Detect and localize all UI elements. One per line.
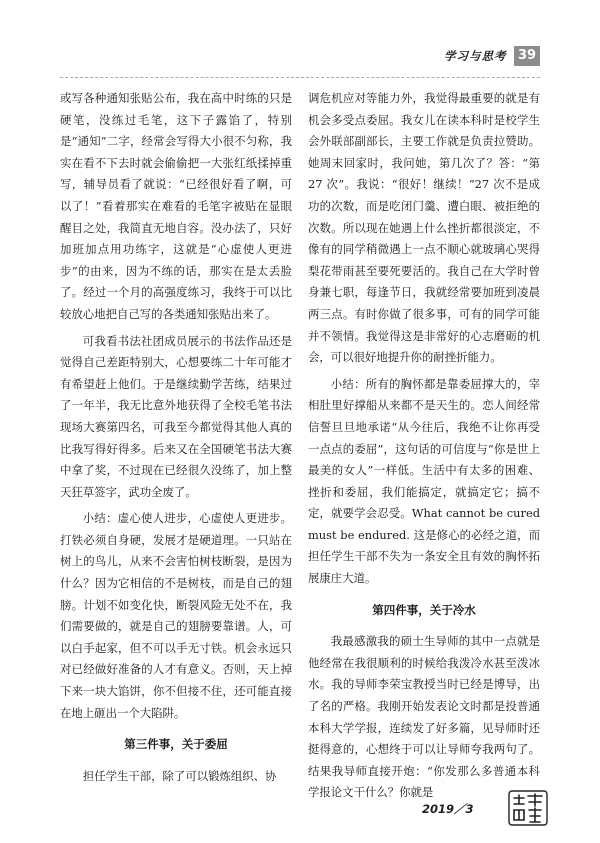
left-column [60,88,292,792]
header-divider [60,77,540,78]
paragraph: 可我看书法社团成员展示的书法作品还是觉得自己差距特别大，心想要练二十年可能才有希望赶上他们。于是继续勤学苦练，结果过了一年半，我无比意外地获得了全校毛笔书法现场大赛第四名，可我至今都觉得其他人真的比我写得好得多。后来又在全国硬笔书法大赛中拿了奖，不过现在已经很久没练了，加上整天狂草签字，武功全废了。 [60,333,292,499]
section-title: 学习与思考 [444,49,507,63]
paragraph: 担任学生干部，除了可以锻炼组织、协 [82,768,277,783]
section-heading: 第三件事，关于委屈 [124,737,228,752]
right-column [308,88,540,809]
paragraph: 我最感激我的硕士生导师的其中一点就是他经常在我很顺利的时候给我泼冷水甚至泼冰水。我的导师李荣宝教授当时已经是博导，出了名的严格。我刚开始发表论文时都是投普通本科大学学报，连续发了好多篇，见导师时还挺得意的，心想终于可以让导师夸我两句了。结果我导师直接开炮：“你发那么多普通本科学报论文干什么？你就是 [308,634,540,800]
magazine-logo [508,790,548,826]
page-number: 39 [514,46,540,66]
paragraph: 或写各种通知张贴公布，我在高中时练的只是硬笔，没练过毛笔，这下子露馅了，特别是“通知”二字，经常会写得大小很不匀称，我实在看不下去时就会偷偷把一大张红纸揉掉重写，辅导员看了就说：“已经很好看了啊，可以了！”看着那实在难看的毛笔字被贴在显眼醒目之处，我简直无地自容。没办法了，只好加班加点用功练字，这就是“心虚使人更进步”的由来，因为不练的话，那实在是太丢脸了。经过一个月的高强度练习，我终于可以比较放心地把自己写的各类通知张贴出来了。 [60,91,292,321]
paragraph: 小结：虚心使人进步，心虚使人更进步。打铁必须自身硬，发展才是硬道理。一只站在树上的鸟儿，从来不会害怕树枝断裂，是因为什么？因为它相信的不是树枝，而是自己的翅膀。计划不如变化快，断裂风险无处不在，我们需要做的，就是自己的翅膀要靠谱。人，可以白手起家，但不可以手无寸铁。机会永远只对已经做好准备的人才有意义。否则，天上掉下来一块大馅饼，你不但接不住，还可能直接在地上砸出一个大陷阱。 [60,511,292,720]
paragraph: 小结：所有的胸怀都是靠委屈撑大的，宰相肚里好撑船从来都不是天生的。恋人间经常信誓旦旦地承诺“从今往后，我绝不让你再受一点点的委屈”，这句话的可信度与“你是世上最美的女人”一样低。生活中有太多的困难、挫折和委屈，我们能搞定，就搞定它；搞不定，就要学会忍受。What cannot be cured must be endured. 这是修心的必经之道，而担任学生干部不失为一条安全且有效的胸怀拓展康庄大道。 [308,376,540,586]
paragraph: 调危机应对等能力外，我觉得最重要的就是有机会多受点委屈。我女儿在读本科时是校学生会外联部副部长，主要工作就是负责拉赞助。她周末回家时，我问她，第几次了？答：“第 27 次”。我说：“很好！继续！”27 次不是成功的次数，而是吃闭门羹、遭白眼、被拒绝的次数。所以现在她遇上什么挫折都很淡定，不像有的同学稍微遇上一点不顺心就玻璃心哭得梨花带雨甚至要死要活的。我自己在大学时曾身兼七职，每逢节日，我就经常要加班到凌晨两三点。有时你做了很多事，可有的同学可能并不领情。我觉得这是非常好的心志磨砺的机会，可以很好地提升你的耐挫折能力。 [308,91,540,365]
section-heading: 第四件事，关于冷水 [372,602,476,617]
issue-date: 2019／3 [422,802,474,816]
